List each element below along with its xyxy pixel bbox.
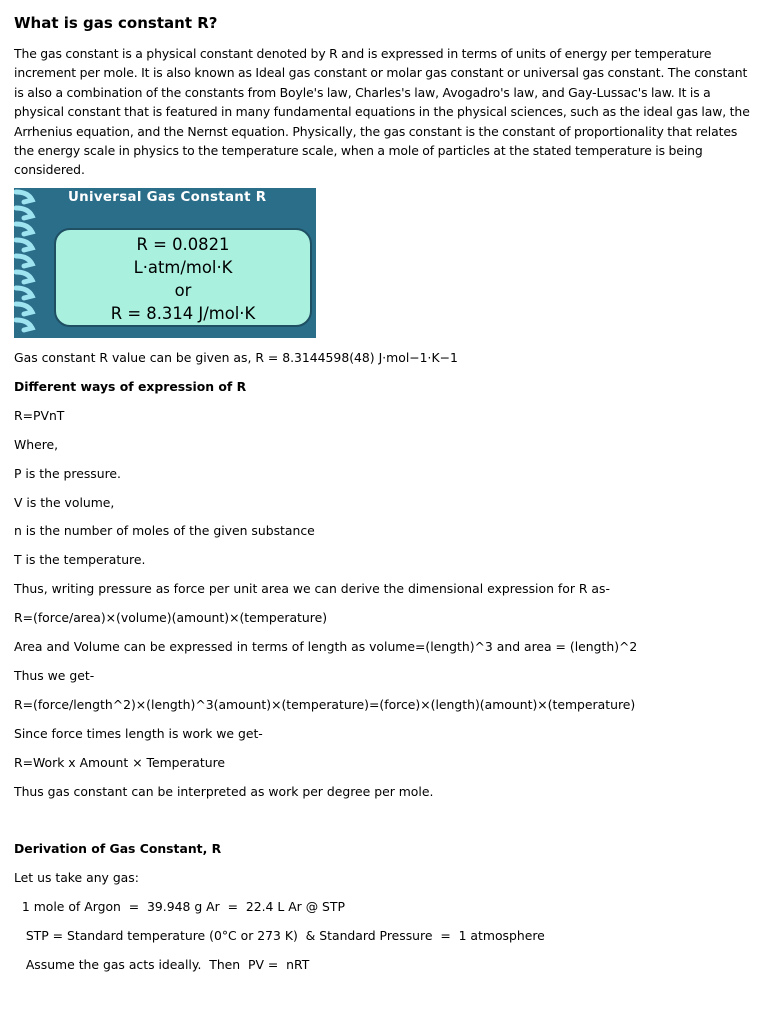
r-value-line: Gas constant R value can be given as, R = 8.3144598(48) J⋅mol−1⋅K−1	[14, 350, 458, 365]
argon-line: 1 mole of Argon = 39.948 g Ar = 22.4 L Ar @ STP	[14, 899, 345, 914]
interpretation-line: Thus gas constant can be interpreted as work per degree per mole.	[14, 784, 434, 799]
figure-title: Universal Gas Constant R	[68, 189, 267, 205]
formula-line: R=PVnT	[14, 408, 65, 423]
document-page	[14, 12, 758, 338]
constant-or: or	[174, 280, 192, 300]
gas-constant-figure	[14, 188, 316, 338]
force-length-formula: R=(force/length^2)×(length)^3(amount)×(temperature)=(force)×(length)(amount)×(temperature)	[14, 697, 636, 712]
area-volume-line: Area and Volume can be expressed in terms of length as volume=(length)^3 and area = (length)^2	[14, 639, 638, 654]
force-area-formula: R=(force/area)×(volume)(amount)×(temperature)	[14, 610, 328, 625]
volume-line: V is the volume,	[14, 495, 115, 510]
where-line: Where,	[14, 437, 59, 452]
take-gas-line: Let us take any gas:	[14, 870, 139, 885]
expressions-heading: Different ways of expression of R	[14, 379, 247, 394]
constant-card	[54, 228, 312, 327]
work-formula: R=Work x Amount × Temperature	[14, 755, 226, 770]
constant-value-atm: R = 0.0821	[136, 234, 230, 254]
temperature-line: T is the temperature.	[14, 552, 146, 567]
pressure-line: P is the pressure.	[14, 466, 121, 481]
spiral-binding-icon	[14, 188, 54, 338]
thus-line: Thus we get-	[14, 668, 95, 683]
ideal-gas-line: Assume the gas acts ideally. Then PV = nRT	[14, 957, 310, 972]
page-title: What is gas constant R?	[14, 14, 218, 32]
intro-paragraph: The gas constant is a physical constant denoted by R and is expressed in terms of units of energy per temperature increment per mole. It is also known as Ideal gas constant or molar gas constant or universal gas constant. The constant is also a combination of the constants from Boyle's law, Charles's law, Avogadro's law, and Gay-Lussac's law. It is a physical constant that is featured in many fundamental equations in the physical sciences, such as the ideal gas law, the Arrhenius equation, and the Nernst equation. Physically, the gas constant is the constant of proportionality that relates the energy scale in physics to the temperature scale, when a mole of particles at the stated temperature is being considered.	[14, 46, 750, 178]
pressure-force-line: Thus, writing pressure as force per unit area we can derive the dimensional expression for R as-	[14, 581, 610, 596]
work-line: Since force times length is work we get-	[14, 726, 263, 741]
constant-unit-atm: L·atm/mol·K	[133, 257, 233, 277]
constant-value-joule: R = 8.314 J/mol·K	[110, 303, 256, 323]
moles-line: n is the number of moles of the given substance	[14, 523, 315, 538]
stp-line: STP = Standard temperature (0°C or 273 K) & Standard Pressure = 1 atmosphere	[14, 928, 545, 943]
derivation-heading: Derivation of Gas Constant, R	[14, 841, 222, 856]
